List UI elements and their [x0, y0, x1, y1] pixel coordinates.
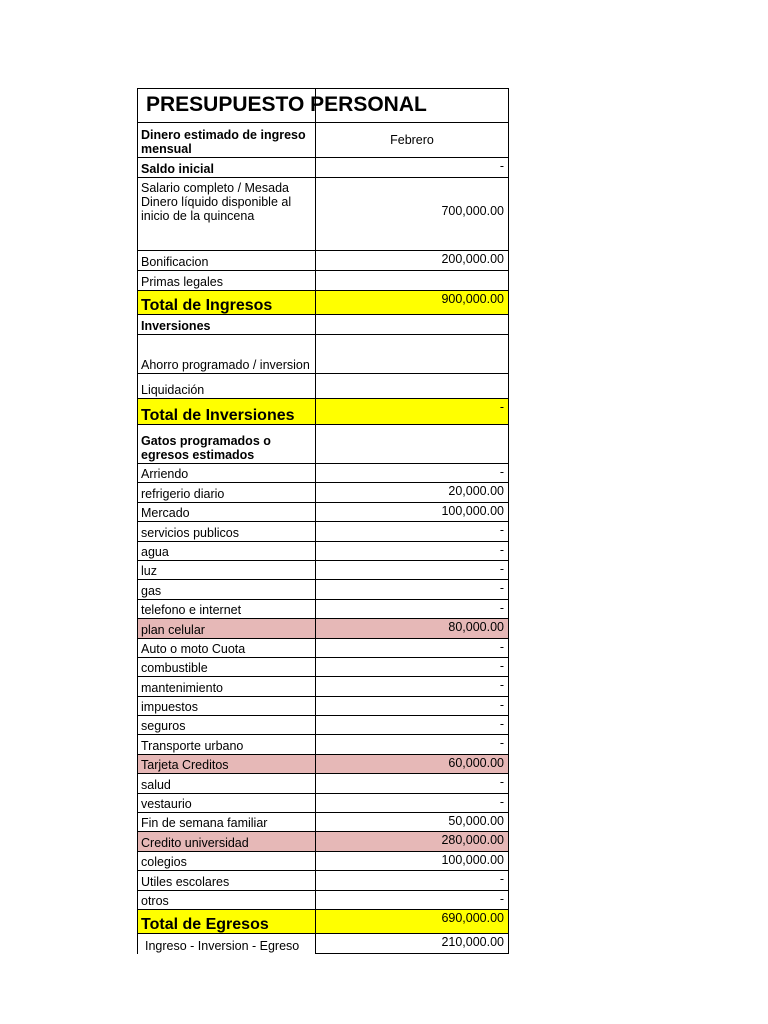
row-value: 700,000.00	[441, 204, 504, 218]
row-label: Arriendo	[138, 464, 316, 482]
row-value: -	[499, 697, 504, 712]
expense-row	[137, 871, 509, 890]
row-label: colegios	[138, 852, 316, 870]
expense-row	[137, 639, 509, 658]
expense-row	[137, 891, 509, 910]
row-value: 50,000.00	[448, 814, 504, 829]
row-label: mantenimiento	[138, 677, 316, 695]
expense-row	[137, 716, 509, 735]
expenses-list	[137, 464, 509, 910]
row-label: impuestos	[138, 697, 316, 715]
row-value: -	[499, 159, 504, 173]
row-value: 100,000.00	[441, 852, 504, 867]
row-value: -	[499, 717, 504, 732]
page-title: PRESUPUESTO PERSONAL	[146, 93, 427, 116]
expense-row	[137, 832, 509, 851]
row-value	[316, 335, 508, 373]
row-value: -	[499, 523, 504, 538]
row-label: Saldo inicial	[138, 158, 316, 177]
total-income-label: Total de Ingresos	[138, 291, 316, 314]
balance-value: 210,000.00	[316, 934, 508, 954]
row-value: -	[499, 891, 504, 906]
expense-row	[137, 735, 509, 754]
expense-row	[137, 677, 509, 696]
row-value: -	[499, 658, 504, 673]
row-value	[316, 374, 508, 398]
expense-row	[137, 658, 509, 677]
row-label: Fin de semana familiar	[138, 813, 316, 831]
row-label: Tarjeta Creditos	[138, 755, 316, 773]
row-value: -	[499, 581, 504, 596]
row-value: -	[499, 794, 504, 809]
row-label: vestaurio	[138, 794, 316, 812]
expense-row	[137, 503, 509, 522]
investments-header-row	[137, 315, 509, 335]
total-expenses-row	[137, 910, 509, 934]
row-value: -	[499, 736, 504, 751]
row-label: salud	[138, 774, 316, 792]
row-value: -	[499, 639, 504, 654]
total-investments-value: -	[499, 400, 504, 414]
row-value: 20,000.00	[448, 484, 504, 499]
expense-row	[137, 522, 509, 541]
row-label: Auto o moto Cuota	[138, 639, 316, 657]
expense-row	[137, 794, 509, 813]
expense-row	[137, 600, 509, 619]
header-row	[137, 123, 509, 158]
expenses-header-row	[137, 425, 509, 464]
row-value: -	[499, 775, 504, 790]
row-label: Liquidación	[138, 374, 316, 398]
expense-row	[137, 561, 509, 580]
income-row-salario	[137, 178, 509, 251]
row-label: Bonificacion	[138, 251, 316, 270]
expense-row	[137, 619, 509, 638]
row-value: -	[499, 465, 504, 479]
total-income-row	[137, 291, 509, 315]
expense-row	[137, 483, 509, 502]
row-label: luz	[138, 561, 316, 579]
income-row-bonificacion	[137, 251, 509, 271]
income-row-saldo	[137, 158, 509, 178]
month-label: Febrero	[390, 133, 434, 147]
budget-sheet	[137, 88, 509, 954]
total-expenses-value: 690,000.00	[441, 910, 504, 925]
investment-row-ahorro	[137, 335, 509, 374]
row-value: -	[499, 561, 504, 576]
expense-row	[137, 542, 509, 561]
row-value: 60,000.00	[448, 755, 504, 770]
balance-row	[137, 934, 509, 954]
row-value: 280,000.00	[441, 833, 504, 848]
header-label: Dinero estimado de ingreso mensual	[138, 123, 316, 157]
row-label: plan celular	[138, 619, 316, 637]
total-investments-label: Total de Inversiones	[138, 399, 316, 424]
row-label: Mercado	[138, 503, 316, 521]
row-label: Primas legales	[138, 271, 316, 290]
row-label: gas	[138, 580, 316, 598]
row-value: -	[499, 678, 504, 693]
title-row	[137, 88, 509, 123]
row-label: Ahorro programado / inversion	[138, 335, 316, 373]
expense-row	[137, 774, 509, 793]
investments-header: Inversiones	[138, 315, 316, 334]
row-value	[316, 271, 508, 290]
expenses-header: Gatos programados o egresos estimados	[138, 425, 316, 463]
row-value: 80,000.00	[448, 620, 504, 635]
expense-row	[137, 697, 509, 716]
row-label: refrigerio diario	[138, 483, 316, 501]
row-value: 200,000.00	[441, 252, 504, 266]
row-label: combustible	[138, 658, 316, 676]
row-label: servicios publicos	[138, 522, 316, 540]
income-row-primas	[137, 271, 509, 291]
row-value: 100,000.00	[441, 503, 504, 518]
row-label: seguros	[138, 716, 316, 734]
investment-row-liquidacion	[137, 374, 509, 399]
row-value: -	[499, 600, 504, 615]
total-investments-row	[137, 399, 509, 425]
row-value: -	[499, 872, 504, 887]
expense-row	[137, 580, 509, 599]
row-label: otros	[138, 891, 316, 909]
expense-row	[137, 852, 509, 871]
row-label: agua	[138, 542, 316, 560]
expense-row	[137, 755, 509, 774]
expense-row	[137, 464, 509, 483]
row-label: Transporte urbano	[138, 735, 316, 753]
row-label: Salario completo / Mesada Dinero líquido disponible al inicio de la quincena	[138, 178, 316, 250]
row-label: Credito universidad	[138, 832, 316, 850]
expense-row	[137, 813, 509, 832]
row-label: telefono e internet	[138, 600, 316, 618]
balance-label: Ingreso - Inversion - Egreso	[138, 934, 316, 954]
row-value: -	[499, 542, 504, 557]
row-label: Utiles escolares	[138, 871, 316, 889]
total-expenses-label: Total de Egresos	[138, 910, 316, 933]
total-income-value: 900,000.00	[441, 292, 504, 306]
